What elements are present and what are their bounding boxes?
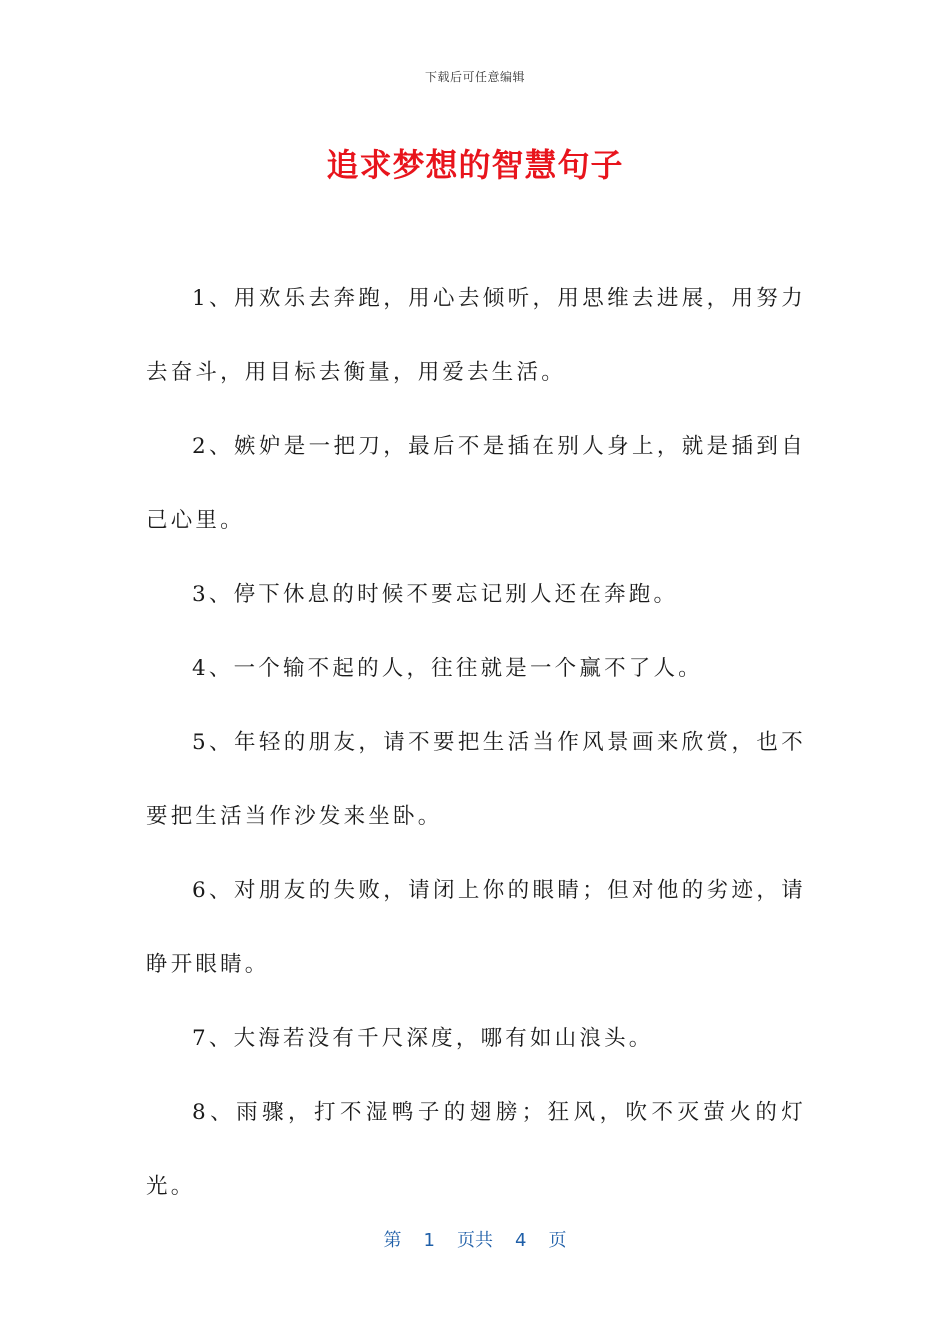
paragraph-5: 5、年轻的朋友，请不要把生活当作风景画来欣赏，也不要把生活当作沙发来坐卧。 <box>146 730 806 829</box>
page-footer <box>0 1226 950 1252</box>
footer-suffix: 页 <box>548 1230 567 1251</box>
paragraph-8: 8、雨骤，打不湿鸭子的翅膀；狂风，吹不灭萤火的灯光。 <box>146 1100 806 1199</box>
footer-middle: 页共 <box>457 1230 493 1251</box>
paragraph-2: 2、嫉妒是一把刀，最后不是插在别人身上，就是插到自己心里。 <box>146 434 806 533</box>
paragraph-1: 1、用欢乐去奔跑，用心去倾听，用思维去进展，用努力去奋斗，用目标去衡量，用爱去生活。 <box>146 286 806 385</box>
document-title: 追求梦想的智慧句子 <box>326 146 624 184</box>
paragraph-7: 7、大海若没有千尺深度，哪有如山浪头。 <box>192 1026 654 1051</box>
footer-total-pages: 4 <box>515 1230 527 1251</box>
document-body <box>146 262 806 1224</box>
header-note: 下载后可任意编辑 <box>424 70 525 84</box>
footer-current-page: 1 <box>423 1230 435 1251</box>
paragraph-3: 3、停下休息的时候不要忘记别人还在奔跑。 <box>192 582 679 607</box>
paragraph-6: 6、对朋友的失败，请闭上你的眼睛；但对他的劣迹，请睁开眼睛。 <box>146 878 806 977</box>
paragraph-4: 4、一个输不起的人，往往就是一个赢不了人。 <box>192 656 703 681</box>
footer-prefix: 第 <box>383 1230 402 1251</box>
